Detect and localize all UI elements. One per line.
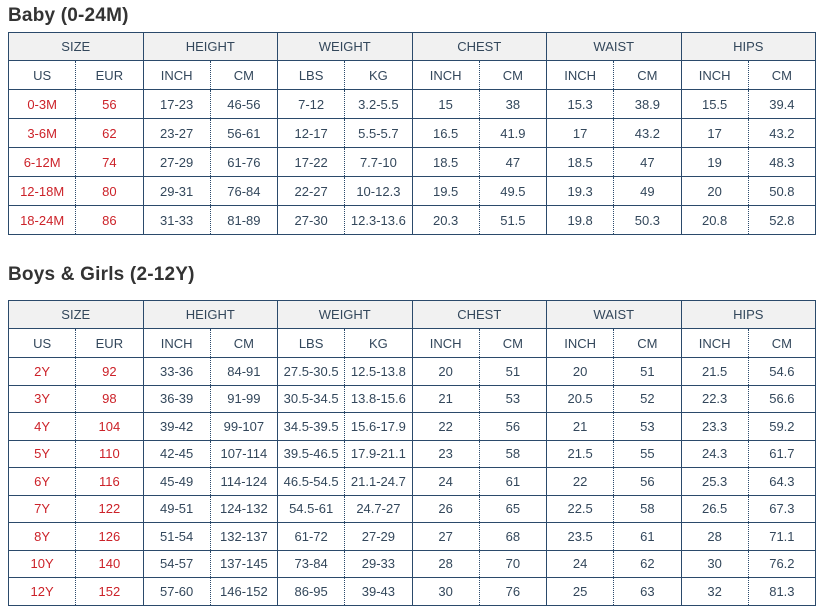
data-cell: 53 (479, 385, 546, 413)
data-cell: 52.8 (748, 206, 815, 235)
data-cell: 17-23 (143, 90, 210, 119)
table-row (9, 468, 816, 496)
sub-header-row (9, 329, 816, 358)
size-cell: 104 (76, 413, 143, 441)
sub-header-cell: CM (614, 61, 681, 90)
data-cell: 23-27 (143, 119, 210, 148)
data-cell: 71.1 (748, 523, 815, 551)
sub-header-cell: CM (748, 61, 815, 90)
size-cell: 7Y (9, 495, 76, 523)
data-cell: 81.3 (748, 578, 815, 606)
data-cell: 58 (614, 495, 681, 523)
sub-header-cell: INCH (143, 61, 210, 90)
size-cell: 74 (76, 148, 143, 177)
data-cell: 31-33 (143, 206, 210, 235)
data-cell: 19.5 (412, 177, 479, 206)
data-cell: 56-61 (210, 119, 277, 148)
sub-header-cell: INCH (412, 329, 479, 358)
data-cell: 19.8 (547, 206, 614, 235)
group-header-cell: WAIST (547, 33, 682, 61)
data-cell: 22-27 (278, 177, 345, 206)
sub-header-cell: KG (345, 61, 412, 90)
table-row (9, 90, 816, 119)
data-cell: 68 (479, 523, 546, 551)
group-header-cell: SIZE (9, 301, 144, 329)
data-cell: 70 (479, 550, 546, 578)
size-table (8, 300, 816, 606)
data-cell: 67.3 (748, 495, 815, 523)
data-cell: 137-145 (210, 550, 277, 578)
data-cell: 24 (412, 468, 479, 496)
data-cell: 50.3 (614, 206, 681, 235)
data-cell: 61-76 (210, 148, 277, 177)
sub-header-cell: CM (479, 61, 546, 90)
data-cell: 29-31 (143, 177, 210, 206)
data-cell: 38.9 (614, 90, 681, 119)
sub-header-cell: CM (479, 329, 546, 358)
data-cell: 43.2 (748, 119, 815, 148)
table-row (9, 148, 816, 177)
data-cell: 124-132 (210, 495, 277, 523)
group-header-cell: CHEST (412, 33, 547, 61)
size-chart-section (8, 4, 816, 235)
data-cell: 26 (412, 495, 479, 523)
table-title: Baby (0-24M) (8, 5, 129, 26)
group-header-cell: WAIST (547, 301, 682, 329)
group-header-cell: HIPS (681, 301, 816, 329)
group-header-row (9, 301, 816, 329)
data-cell: 18.5 (547, 148, 614, 177)
data-cell: 5.5-5.7 (345, 119, 412, 148)
data-cell: 20.3 (412, 206, 479, 235)
data-cell: 30 (681, 550, 748, 578)
data-cell: 47 (614, 148, 681, 177)
data-cell: 43.2 (614, 119, 681, 148)
size-charts (8, 4, 816, 606)
data-cell: 17 (681, 119, 748, 148)
data-cell: 61 (614, 523, 681, 551)
data-cell: 41.9 (479, 119, 546, 148)
data-cell: 23.3 (681, 413, 748, 441)
data-cell: 64.3 (748, 468, 815, 496)
size-cell: 56 (76, 90, 143, 119)
data-cell: 65 (479, 495, 546, 523)
data-cell: 99-107 (210, 413, 277, 441)
data-cell: 56 (479, 413, 546, 441)
data-cell: 54.5-61 (278, 495, 345, 523)
data-cell: 30.5-34.5 (278, 385, 345, 413)
data-cell: 42-45 (143, 440, 210, 468)
data-cell: 13.8-15.6 (345, 385, 412, 413)
data-cell: 17 (547, 119, 614, 148)
data-cell: 53 (614, 413, 681, 441)
sub-header-cell: LBS (278, 61, 345, 90)
size-cell: 140 (76, 550, 143, 578)
data-cell: 47 (479, 148, 546, 177)
data-cell: 20.8 (681, 206, 748, 235)
size-cell: 116 (76, 468, 143, 496)
data-cell: 22.3 (681, 385, 748, 413)
table-row (9, 550, 816, 578)
data-cell: 19.3 (547, 177, 614, 206)
data-cell: 84-91 (210, 358, 277, 386)
data-cell: 20 (547, 358, 614, 386)
data-cell: 7-12 (278, 90, 345, 119)
data-cell: 57-60 (143, 578, 210, 606)
size-cell: 6Y (9, 468, 76, 496)
data-cell: 49-51 (143, 495, 210, 523)
size-cell: 80 (76, 177, 143, 206)
data-cell: 132-137 (210, 523, 277, 551)
size-cell: 6-12M (9, 148, 76, 177)
size-cell: 122 (76, 495, 143, 523)
data-cell: 61-72 (278, 523, 345, 551)
data-cell: 23.5 (547, 523, 614, 551)
group-header-cell: HEIGHT (143, 301, 278, 329)
data-cell: 15 (412, 90, 479, 119)
table-row (9, 523, 816, 551)
data-cell: 26.5 (681, 495, 748, 523)
table-row (9, 578, 816, 606)
data-cell: 27-29 (345, 523, 412, 551)
size-cell: 62 (76, 119, 143, 148)
data-cell: 25.3 (681, 468, 748, 496)
data-cell: 46.5-54.5 (278, 468, 345, 496)
size-cell: 110 (76, 440, 143, 468)
data-cell: 51.5 (479, 206, 546, 235)
data-cell: 3.2-5.5 (345, 90, 412, 119)
data-cell: 49.5 (479, 177, 546, 206)
size-cell: 18-24M (9, 206, 76, 235)
sub-header-cell: EUR (76, 329, 143, 358)
data-cell: 54-57 (143, 550, 210, 578)
table-row (9, 119, 816, 148)
data-cell: 21.5 (681, 358, 748, 386)
data-cell: 21 (412, 385, 479, 413)
sub-header-cell: INCH (412, 61, 479, 90)
data-cell: 27 (412, 523, 479, 551)
data-cell: 10-12.3 (345, 177, 412, 206)
size-cell: 2Y (9, 358, 76, 386)
sub-header-cell: INCH (547, 329, 614, 358)
group-header-cell: HIPS (681, 33, 816, 61)
data-cell: 21 (547, 413, 614, 441)
data-cell: 15.5 (681, 90, 748, 119)
sub-header-cell: CM (614, 329, 681, 358)
sub-header-cell: LBS (278, 329, 345, 358)
table-row (9, 495, 816, 523)
size-cell: 5Y (9, 440, 76, 468)
data-cell: 34.5-39.5 (278, 413, 345, 441)
data-cell: 17-22 (278, 148, 345, 177)
data-cell: 49 (614, 177, 681, 206)
sub-header-cell: CM (210, 329, 277, 358)
table-row (9, 385, 816, 413)
sub-header-cell: INCH (681, 329, 748, 358)
sub-header-cell: US (9, 329, 76, 358)
sub-header-cell: KG (345, 329, 412, 358)
data-cell: 81-89 (210, 206, 277, 235)
data-cell: 23 (412, 440, 479, 468)
data-cell: 56.6 (748, 385, 815, 413)
size-cell: 12-18M (9, 177, 76, 206)
size-chart-section (8, 263, 816, 606)
data-cell: 56 (614, 468, 681, 496)
data-cell: 63 (614, 578, 681, 606)
size-table (8, 32, 816, 235)
data-cell: 38 (479, 90, 546, 119)
group-header-cell: SIZE (9, 33, 144, 61)
data-cell: 39.4 (748, 90, 815, 119)
sub-header-cell: INCH (681, 61, 748, 90)
table-row (9, 413, 816, 441)
data-cell: 20.5 (547, 385, 614, 413)
data-cell: 15.3 (547, 90, 614, 119)
data-cell: 22 (412, 413, 479, 441)
data-cell: 107-114 (210, 440, 277, 468)
data-cell: 54.6 (748, 358, 815, 386)
data-cell: 15.6-17.9 (345, 413, 412, 441)
table-row (9, 440, 816, 468)
data-cell: 39-42 (143, 413, 210, 441)
data-cell: 33-36 (143, 358, 210, 386)
data-cell: 30 (412, 578, 479, 606)
data-cell: 12.5-13.8 (345, 358, 412, 386)
data-cell: 28 (681, 523, 748, 551)
data-cell: 21.5 (547, 440, 614, 468)
size-cell: 8Y (9, 523, 76, 551)
data-cell: 51-54 (143, 523, 210, 551)
table-title: Boys & Girls (2-12Y) (8, 264, 195, 285)
size-cell: 86 (76, 206, 143, 235)
data-cell: 29-33 (345, 550, 412, 578)
size-cell: 0-3M (9, 90, 76, 119)
data-cell: 61.7 (748, 440, 815, 468)
data-cell: 22.5 (547, 495, 614, 523)
sub-header-cell: US (9, 61, 76, 90)
sub-header-cell: CM (748, 329, 815, 358)
data-cell: 59.2 (748, 413, 815, 441)
data-cell: 48.3 (748, 148, 815, 177)
data-cell: 20 (681, 177, 748, 206)
size-cell: 12Y (9, 578, 76, 606)
data-cell: 36-39 (143, 385, 210, 413)
data-cell: 39.5-46.5 (278, 440, 345, 468)
data-cell: 76.2 (748, 550, 815, 578)
size-cell: 3Y (9, 385, 76, 413)
data-cell: 50.8 (748, 177, 815, 206)
data-cell: 146-152 (210, 578, 277, 606)
data-cell: 86-95 (278, 578, 345, 606)
data-cell: 27.5-30.5 (278, 358, 345, 386)
data-cell: 51 (479, 358, 546, 386)
group-header-cell: WEIGHT (278, 33, 413, 61)
data-cell: 51 (614, 358, 681, 386)
table-row (9, 206, 816, 235)
group-header-row (9, 33, 816, 61)
data-cell: 28 (412, 550, 479, 578)
sub-header-row (9, 61, 816, 90)
data-cell: 52 (614, 385, 681, 413)
group-header-cell: WEIGHT (278, 301, 413, 329)
table-row (9, 177, 816, 206)
data-cell: 24 (547, 550, 614, 578)
sub-header-cell: EUR (76, 61, 143, 90)
sub-header-cell: INCH (547, 61, 614, 90)
data-cell: 91-99 (210, 385, 277, 413)
data-cell: 55 (614, 440, 681, 468)
data-cell: 73-84 (278, 550, 345, 578)
size-cell: 126 (76, 523, 143, 551)
data-cell: 114-124 (210, 468, 277, 496)
sub-header-cell: INCH (143, 329, 210, 358)
data-cell: 25 (547, 578, 614, 606)
data-cell: 21.1-24.7 (345, 468, 412, 496)
size-cell: 10Y (9, 550, 76, 578)
data-cell: 24.3 (681, 440, 748, 468)
data-cell: 32 (681, 578, 748, 606)
table-row (9, 358, 816, 386)
data-cell: 12-17 (278, 119, 345, 148)
size-cell: 152 (76, 578, 143, 606)
data-cell: 19 (681, 148, 748, 177)
data-cell: 7.7-10 (345, 148, 412, 177)
data-cell: 17.9-21.1 (345, 440, 412, 468)
data-cell: 16.5 (412, 119, 479, 148)
data-cell: 12.3-13.6 (345, 206, 412, 235)
data-cell: 27-30 (278, 206, 345, 235)
group-header-cell: HEIGHT (143, 33, 278, 61)
data-cell: 45-49 (143, 468, 210, 496)
data-cell: 46-56 (210, 90, 277, 119)
data-cell: 20 (412, 358, 479, 386)
data-cell: 39-43 (345, 578, 412, 606)
data-cell: 58 (479, 440, 546, 468)
data-cell: 18.5 (412, 148, 479, 177)
size-cell: 3-6M (9, 119, 76, 148)
group-header-cell: CHEST (412, 301, 547, 329)
data-cell: 76 (479, 578, 546, 606)
size-cell: 4Y (9, 413, 76, 441)
size-cell: 98 (76, 385, 143, 413)
data-cell: 27-29 (143, 148, 210, 177)
data-cell: 24.7-27 (345, 495, 412, 523)
sub-header-cell: CM (210, 61, 277, 90)
data-cell: 62 (614, 550, 681, 578)
data-cell: 76-84 (210, 177, 277, 206)
data-cell: 61 (479, 468, 546, 496)
data-cell: 22 (547, 468, 614, 496)
size-cell: 92 (76, 358, 143, 386)
